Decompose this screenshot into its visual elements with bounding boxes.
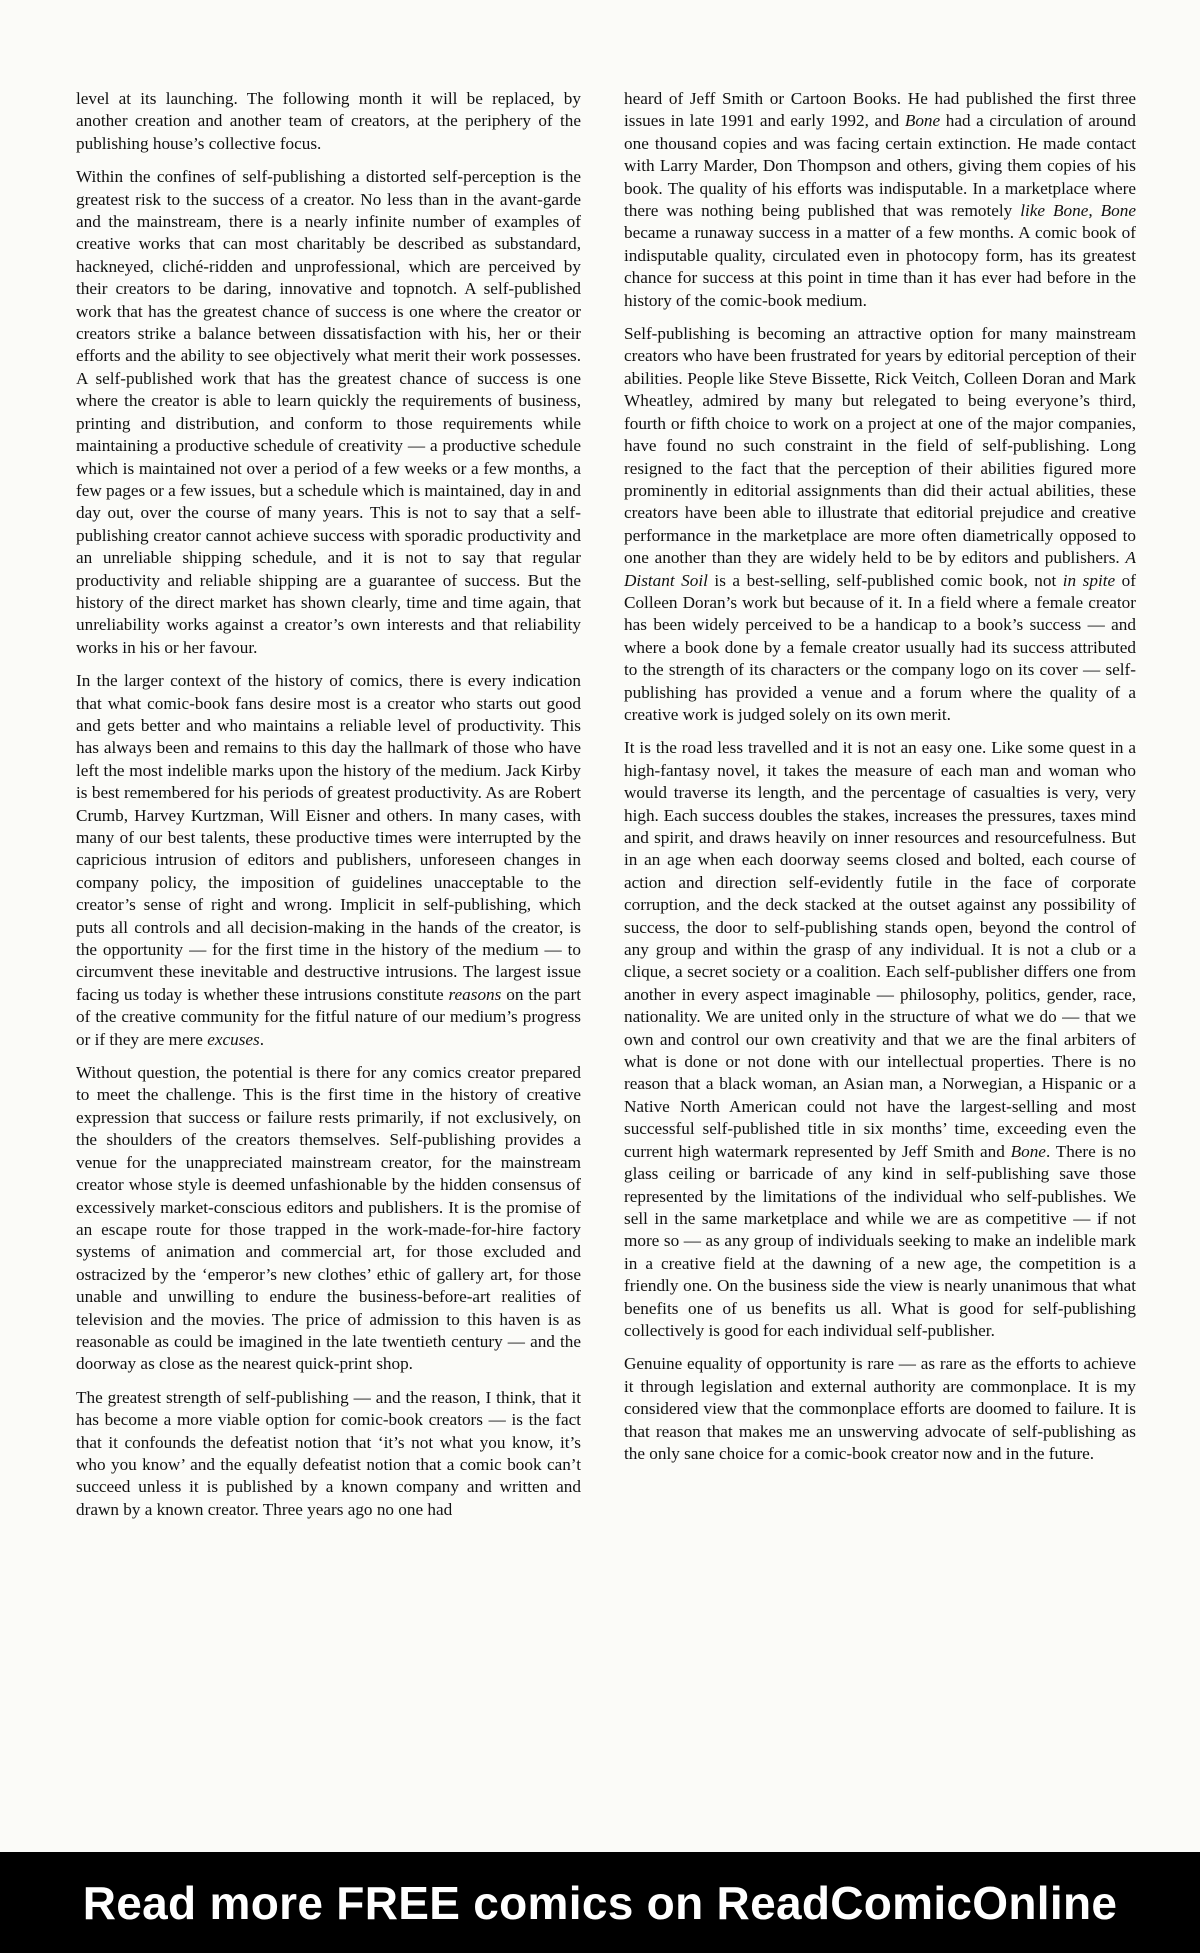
paragraph (624, 737, 1136, 1342)
paragraph-text: is a best-selling, self-published comic book, not (707, 570, 1063, 590)
paragraph-text: Within the confines of self-publishing a distorted self-perception is the greatest risk to the success of a creator. No less than in the avant-garde and the mainstream, there is a nearly infinite number of examples of creative works that can most charitably be described as substandard, hackneyed, cliché-ridden and unprofessional, which are perceived by their creators to be daring, innovative and topnotch. A self-published work that has the greatest chance of success is one where the creator or creators strike a balance between dissatisfaction with his, her or their efforts and the ability to see objectively what merit their work possesses. A self-published work that has the greatest chance of success is one where the creator is able to learn quickly the requirements of business, printing and distribution, and conform to those requirements while maintaining a productive schedule of creativity — a productive schedule which is maintained not over a period of a few weeks or a few months, a few pages or a few issues, but a schedule which is maintained, day in and day out, over the course of many years. This is not to say that a self-publishing creator cannot achieve success with sporadic productivity and an unreliable shipping schedule, and it is not to say that regular productivity and reliable shipping are a guarantee of success. But the history of the direct market has shown clearly, time and time again, that unreliability works against a creator’s own interests and that reliability works in his or her favour. (76, 167, 581, 657)
paragraph-text: had a circulation of around one thousand copies and was facing certain extinction. He made contact with Larry Marder, Don Thompson and others, giving them copies of his book. The quality of his efforts was indisputable. In a marketplace where there was nothing being published that was remotely (624, 111, 1136, 221)
paragraph-text: It is the road less travelled and it is not an easy one. Like some quest in a high-fantasy novel, it takes the measure of each man and woman who would traverse its length, and the percentage of casualties is very, very high. Each success doubles the stakes, increases the pressures, taxes mind and spirit, and draws heavily on inner resources and resourcefulness. But in an age when each doorway seems closed and bolted, each course of action and direction self-evidently futile in the face of corporate corruption, and the deck stacked at the outset against any possibility of success, the door to self-publishing stands open, beyond the control of any group and within the grasp of any individual. It is not a club or a clique, a secret society or a coalition. Each self-publisher differs one from another in every aspect imaginable — philosophy, politics, gender, race, nationality. We are united only in the structure of what we do — that we own and control our own creativity and that we are the final arbiters of what is done or not done with our intellectual properties. There is no reason that a black woman, an Asian man, a Norwegian, a Hispanic or a Native North American could not have the largest-selling and most successful self-published title in six months’ time, exceeding even the current high watermark represented by Jeff Smith and (624, 738, 1136, 1161)
paragraph-text: Self-publishing is becoming an attractive option for many mainstream creators who have been frustrated for years by editorial perception of their abilities. People like Steve Bissette, Rick Veitch, Colleen Doran and Mark Wheatley, admired by many but relegated to being everyone’s third, fourth or fifth choice to work on a project at one of the major companies, have found no such constraint in the field of self-publishing. Long resigned to the fact that the perception of their abilities figured more prominently in editorial assignments than did their actual abilities, these creators have been able to illustrate that editorial prejudice and creative performance in the marketplace are more often diametrically opposed to one another than they are widely held to be by editors and publishers. (624, 324, 1136, 568)
paragraph-text: of Colleen Doran’s work but because of it. In a field where a female creator has been widely perceived to be a handicap to a book’s success — and where a book done by a female creator usually had its success attributed to the strength of its characters or the company logo on its cover — self-publishing has provided a venue and a forum where the quality of a creative work is judged solely on its own merit. (624, 570, 1136, 724)
paragraph-text: became a runaway success in a matter of a few months. A comic book of indisputable quality, circulated even in photocopy form, has its greatest chance for success at this point in time than it has ever had before in the history of the comic-book medium. (624, 223, 1136, 310)
paragraph (624, 323, 1136, 726)
paragraph (76, 670, 581, 1051)
italic-text: like Bone, Bone (1020, 201, 1136, 221)
promo-banner[interactable] (0, 1852, 1200, 1953)
left-column (76, 88, 581, 1532)
paragraph-text: The greatest strength of self-publishing — and the reason, I think, that it has become a more viable option for comic-book creators — is the fact that it confounds the defeatist notion that ‘it’s not what you know, it’s who you know’ and the equally defeatist notion that a comic book can’t succeed unless it is published by a known company and written and drawn by a known creator. Three years ago no one had (76, 1387, 581, 1519)
paragraph-text: . There is no glass ceiling or barricade of any kind in self-publishing save those represented by the limitations of the individual who self-publishes. We sell in the same marketplace and while we are as competitive — if not more so — as any group of individuals seeking to make an indelible mark in a creative field at the dawning of a new age, the competition is a friendly one. On the business side the view is nearly unanimous that what benefits one of us benefits us all. What is good for self-publishing collectively is good for each individual self-publisher. (624, 1141, 1136, 1340)
italic-text: Bone (904, 111, 941, 131)
paragraph-text: Genuine equality of opportunity is rare — as rare as the efforts to achieve it through legislation and external authority are commonplace. It is my considered view that the commonplace efforts are doomed to failure. It is that reason that makes me an unswerving advocate of self-publishing as the only sane choice for a comic-book creator now and in the future. (624, 1354, 1136, 1463)
paragraph-text: on the part of the creative community for the fitful nature of our medium’s progress or if they are mere (76, 984, 581, 1049)
paragraph-text: heard of Jeff Smith or Cartoon Books. He had published the first three issues in late 1991 and early 1992, and (624, 89, 1136, 131)
italic-text: excuses (207, 1029, 260, 1049)
italic-text: in spite (1062, 570, 1116, 590)
paragraph-text: level at its launching. The following month it will be replaced, by another creation and another team of creators, at the periphery of the publishing house’s collective focus. (76, 89, 581, 153)
paragraph (76, 1062, 581, 1376)
paragraph-text: Without question, the potential is there for any comics creator prepared to meet the challenge. This is the first time in the history of creative expression that success or failure rests primarily, if not exclusively, on the shoulders of the creators themselves. Self-publishing provides a venue for the unappreciated mainstream creator, for the mainstream creator whose style is deemed unfashionable by the hidden consensus of excessively market-conscious editors and publishers. It is the promise of an escape route for those trapped in the work-made-for-hire factory systems of animation and commercial art, for those excluded and ostracized by the ‘emperor’s new clothes’ ethic of gallery art, for those unable and unwilling to endure the business-before-art realities of television and the movies. The price of admission to this haven is as reasonable as could be imagined in the late twentieth century — and the doorway as close as the nearest quick-print shop. (76, 1063, 581, 1374)
paragraph-text: In the larger context of the history of comics, there is every indication that what comic-book fans desire most is a creator who starts out good and gets better and who maintains a reliable level of productivity. This has always been and remains to this day the hallmark of those who have left the most indelible marks upon the history of the medium. Jack Kirby is best remembered for his periods of greatest productivity. As are Robert Crumb, Harvey Kurtzman, Will Eisner and others. In many cases, with many of our best talents, these productive times were interrupted by the capricious intrusion of editors and publishers, unforeseen changes in company policy, the imposition of guidelines unacceptable to the creator’s sense of right and wrong. Implicit in self-publishing, which puts all controls and all decision-making in the hands of the creator, is the opportunity — for the first time in the history of the medium — to circumvent these inevitable and destructive intrusions. The largest issue facing us today is whether these intrusions constitute (76, 671, 581, 1004)
paragraph (624, 1353, 1136, 1465)
italic-text: reasons (448, 984, 502, 1004)
paragraph-text: . (259, 1029, 265, 1049)
paragraph (76, 1387, 581, 1521)
paragraph (76, 88, 581, 155)
italic-text: A Distant Soil (624, 548, 1136, 590)
right-column (624, 88, 1136, 1476)
italic-text: Bone (1010, 1141, 1046, 1161)
paragraph (624, 88, 1136, 312)
paragraph (76, 166, 581, 659)
promo-banner-link[interactable]: Read more FREE comics on ReadComicOnline (82, 1876, 1118, 1929)
